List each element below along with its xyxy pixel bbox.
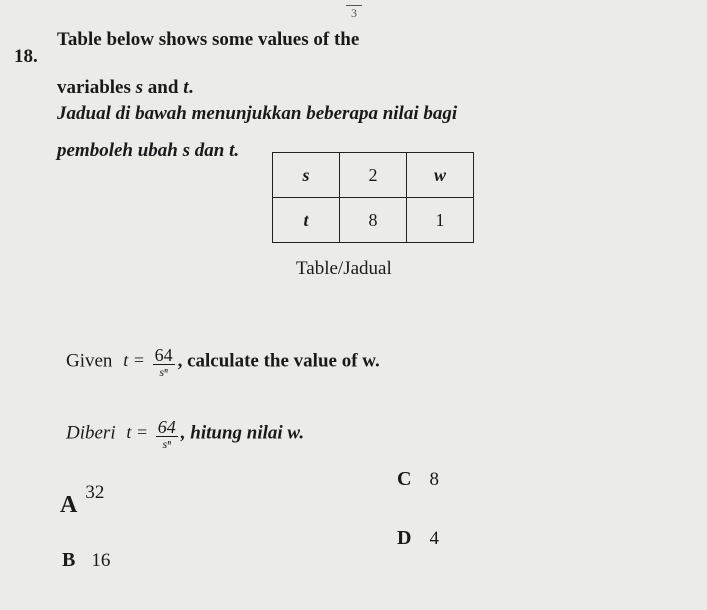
option-value: 32 [85,482,105,503]
option-b[interactable] [62,549,110,572]
cropped-fraction-denominator: 3 [351,6,357,20]
option-c[interactable] [397,468,439,491]
option-value: 16 [91,550,111,571]
table-cell: w [407,153,474,198]
fraction-numerator: 64 [157,417,176,437]
diberi-rest-text: , hitung nilai w. [180,422,305,444]
english-line2-text-c: . [188,77,194,98]
table-cell: 1 [407,198,474,243]
option-a[interactable] [60,482,105,519]
question-text-english-line2 [57,77,193,99]
values-table-wrapper [272,152,474,243]
table-row-s [273,153,474,198]
english-line2-text-a: variables [57,77,136,98]
table-caption: Table/Jadual [296,258,392,279]
fraction-denominator: sⁿ [162,437,171,451]
question-text-english-line1: Table below shows some values of the [57,29,360,50]
table-row-t [273,198,474,243]
question-number: 18. [14,46,38,67]
fraction-denominator: sⁿ [159,365,168,379]
table-cell: t [273,198,340,243]
values-table [272,152,474,243]
equation-lhs: t = [126,422,149,443]
question-text-malay-line1: Jadual di bawah menunjukkan beberapa nilai bagi [57,103,458,124]
option-value: 4 [429,528,439,549]
option-d[interactable] [397,527,439,550]
variable-t: t [183,77,189,98]
option-letter: A [60,492,78,518]
fraction [156,418,178,450]
cropped-top-fraction [346,0,362,21]
equation-lhs: t = [123,350,145,371]
given-rest-text: , calculate the value of w. [177,350,380,372]
table-cell: s [273,153,340,198]
option-letter: B [62,549,76,571]
table-cell: 2 [340,153,407,198]
given-label: Given [66,350,113,372]
question-text-malay-line2: pemboleh ubah s dan t. [57,140,240,161]
fraction-numerator: 64 [154,345,173,365]
english-line2-text-b: and [143,77,184,98]
given-malay [66,418,304,450]
table-cell: 8 [340,198,407,243]
diberi-label: Diberi [66,422,116,444]
option-value: 8 [429,469,439,490]
fraction [153,346,175,378]
variable-s: s [135,77,144,98]
option-letter: C [397,468,412,490]
option-letter: D [397,527,412,549]
given-english [66,346,380,378]
